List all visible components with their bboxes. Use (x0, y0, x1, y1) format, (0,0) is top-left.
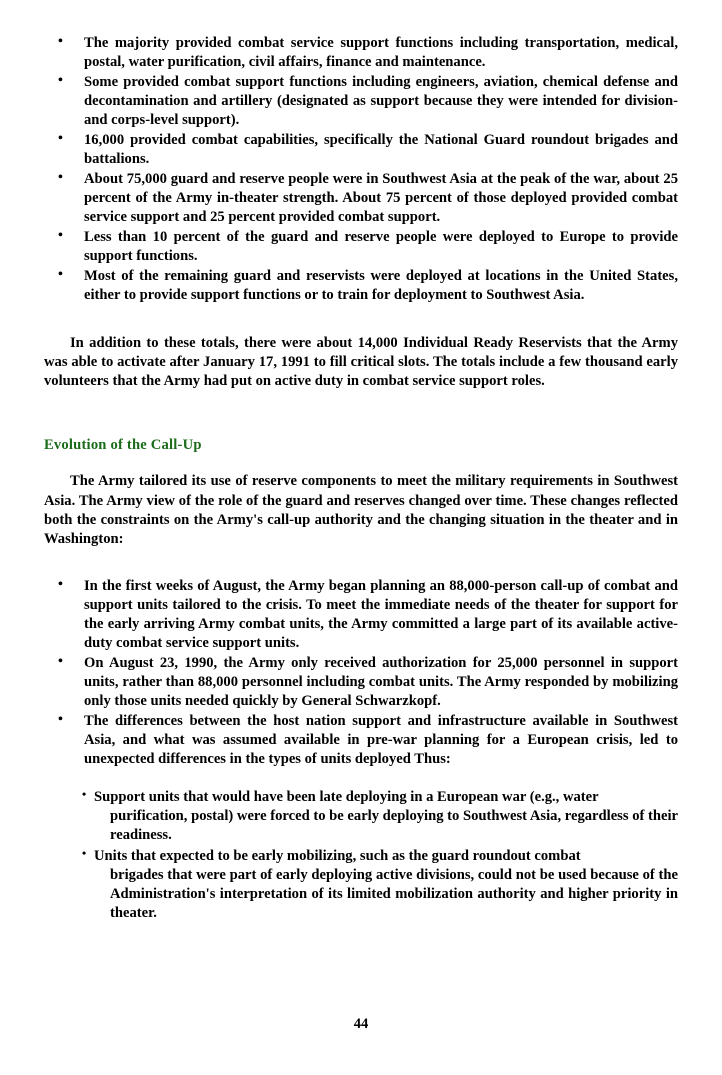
totals-paragraph: In addition to these totals, there were about 14,000 Individual Ready Reservists that the Army was able to activate after January 17, 1991 to fill critical slots. The totals include a few thousand early volunteers that the Army had put on active duty in combat service support roles. (44, 334, 678, 390)
spacer (44, 770, 678, 788)
list-item: • 16,000 provided combat capabilities, specifically the National Guard roundout brigades and battalions. (44, 131, 678, 169)
sub-bullet-list (44, 788, 678, 923)
sub-bullet-lead: Support units that would have been late deploying in a European war (e.g., water (94, 789, 599, 805)
section-paragraph: The Army tailored its use of reserve components to meet the military requirements in Southwest Asia. The Army view of the role of the guard and reserves changed over time. These changes reflected both the constraints on the Army's call-up authority and the changing situation in the theater and in Washington: (44, 473, 678, 548)
sub-bullet-rest: brigades that were part of early deploying active divisions, could not be used because of the Administration's interpretation of its limited mobilization authority and higher priority in theater. (110, 866, 678, 921)
spacer (44, 549, 678, 577)
list-item (82, 847, 678, 923)
second-bullet-list (44, 577, 678, 769)
list-item: • Less than 10 percent of the guard and reserve people were deployed to Europe to provide support functions. (44, 228, 678, 266)
spacer (44, 454, 678, 472)
sub-bullet-lead: Units that expected to be early mobilizing, such as the guard roundout combat (94, 847, 581, 864)
spacer (44, 419, 678, 437)
list-item: • Most of the remaining guard and reservists were deployed at locations in the United States, either to provide support functions or to train for deployment to Southwest Asia. (44, 267, 678, 305)
top-bullet-list (44, 34, 678, 305)
list-item: • The majority provided combat service support functions including transportation, medical, postal, water purification, civil affairs, finance and maintenance. (44, 34, 678, 72)
list-item: • In the first weeks of August, the Army began planning an 88,000-person call-up of combat and support units tailored to the crisis. To meet the immediate needs of the theater for support for the early arriving Army combat units, the Army committed a large part of its available active-duty combat service support units. (44, 577, 678, 653)
list-item (82, 788, 678, 845)
list-item: • About 75,000 guard and reserve people were in Southwest Asia at the peak of the war, about 25 percent of the Army in-theater strength. About 75 percent of those deployed provided combat service support and 25 percent provided combat support. (44, 170, 678, 227)
spacer (44, 306, 678, 334)
list-item: • On August 23, 1990, the Army only received authorization for 25,000 personnel in support units, rather than 88,000 personnel including combat units. The Army responded by mobilizing only those units needed quickly by General Schwarzkopf. (44, 654, 678, 711)
spacer (44, 391, 678, 419)
list-item: • Some provided combat support functions including engineers, aviation, chemical defense and decontamination and artillery (designated as support because they were intended for division- and corps-level support). (44, 73, 678, 130)
page-number: 44 (353, 1016, 369, 1032)
sub-bullet-rest: purification, postal) were forced to be early deploying to Southwest Asia, regardless of their readiness. (110, 807, 678, 843)
section-heading: Evolution of the Call-Up (44, 437, 202, 454)
list-item: • The differences between the host nation support and infrastructure available in Southwest Asia, and what was assumed available in pre-war planning for a European crisis, led to unexpected differences in the types of units deployed Thus: (44, 712, 678, 769)
